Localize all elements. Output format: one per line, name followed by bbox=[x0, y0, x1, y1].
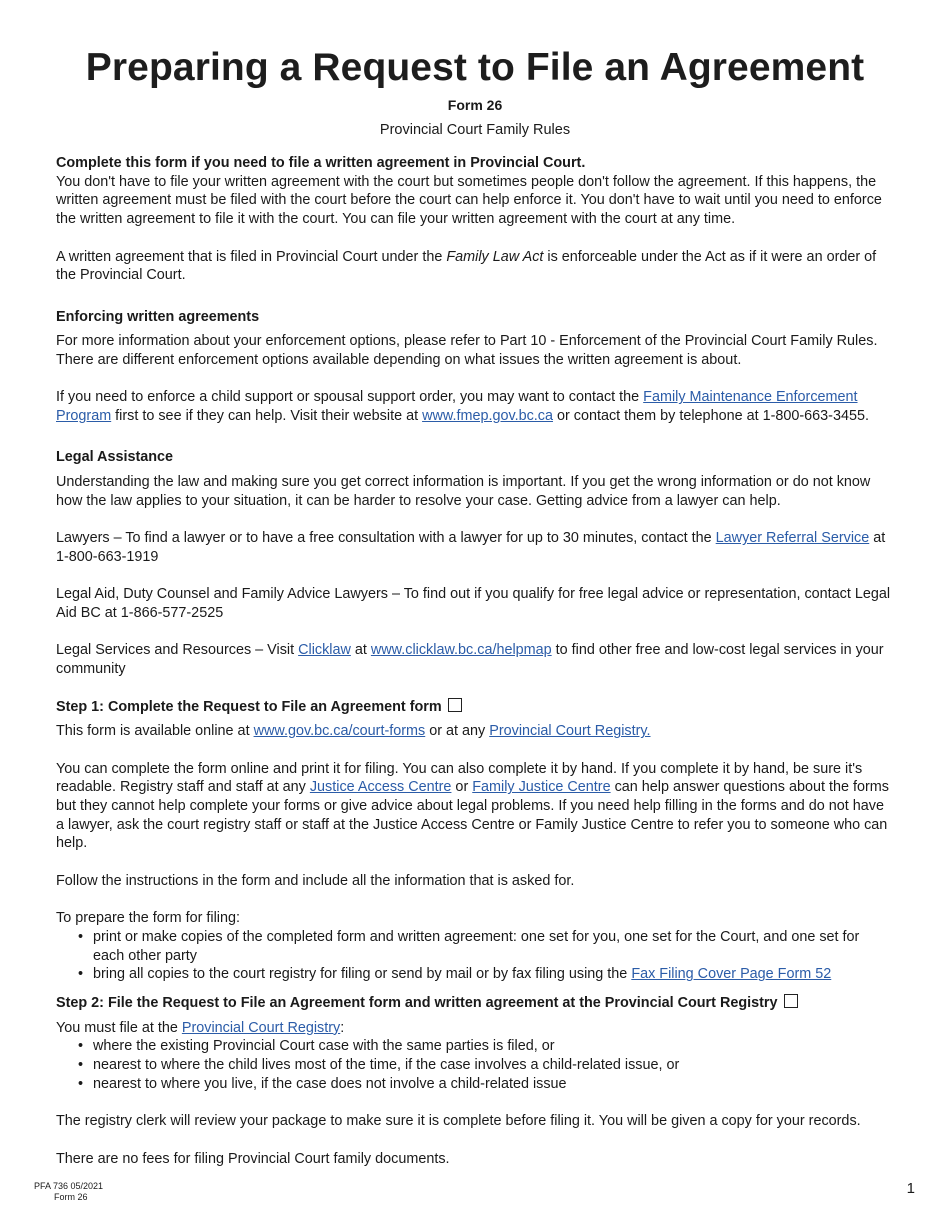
step1-paragraph-1: This form is available online at www.gov.bc.ca/court-forms or at any Provincial Court Registry. bbox=[56, 723, 651, 740]
page-number: 1 bbox=[906, 1180, 915, 1197]
footer-code bbox=[34, 1181, 103, 1203]
intro-paragraph-2: A written agreement that is filed in Provincial Court under the Family Law Act is enforceable under the Act as if it were an order of the Provincial Court. bbox=[56, 248, 877, 284]
intro-paragraph-1: You don't have to file your written agreement with the court but sometimes people don't follow the agreement. If this happens, the written agreement must be filed with the court before the court can help enforce it. You don't have to wait until you need to enforce the written agreement to file it with the court. You can file your written agreement with the court at any time. bbox=[56, 173, 882, 228]
intro-heading: Complete this form if you need to file a written agreement in Provincial Court. bbox=[56, 155, 586, 171]
lawyer-referral-link[interactable]: Lawyer Referral Service bbox=[715, 530, 870, 547]
clicklaw-link[interactable]: Clicklaw bbox=[298, 642, 351, 659]
list-item: • where the existing Provincial Court case with the same parties is filed, or bbox=[78, 1037, 894, 1056]
fmep-website-link[interactable]: www.fmep.gov.bc.ca bbox=[422, 408, 553, 425]
page-title: Preparing a Request to File an Agreement bbox=[85, 46, 865, 89]
step1-paragraph-2: You can complete the form online and print it for filing. You can also complete it by hand. If you complete it by hand, be sure it's readable. Registry staff and staff at any Justice Access Centre or Family Justice Centre can help answer questions about the forms but they cannot help complete your forms or give advice about legal problems. If you need help filling in the forms and do not have a lawyer, ask the court registry staff or staff at the Justice Access Centre or Family Justice Centre to refer you to someone who can help. bbox=[56, 760, 889, 852]
legal-paragraph-1: Understanding the law and making sure you get correct information is important. If you get the wrong information or do not know how the law applies to your situation, it can be harder to resolve your case. Getting advice from a lawyer can help. bbox=[56, 474, 871, 509]
document-body bbox=[56, 154, 894, 1168]
registry-location-list bbox=[56, 1037, 894, 1093]
legal-paragraph-2: Lawyers – To find a lawyer or to have a free consultation with a lawyer for up to 30 minutes, contact the Lawyer Referral Service at 1-800-663-1919 bbox=[56, 530, 886, 565]
fax-filing-cover-link[interactable]: Fax Filing Cover Page Form 52 bbox=[631, 966, 832, 983]
step2-paragraph-1: You must file at the Provincial Court Registry: bbox=[56, 1019, 345, 1036]
enforcing-heading: Enforcing written agreements bbox=[56, 308, 260, 325]
form-code: PFA 736 05/2021 bbox=[34, 1181, 104, 1191]
legal-paragraph-3: Legal Aid, Duty Counsel and Family Advice Lawyers – To find out if you qualify for free legal advice or representation, contact Legal Aid BC at 1-866-577-2525 bbox=[56, 586, 891, 622]
step2-paragraph-2: The registry clerk will review your package to make sure it is complete before filing it. You will be given a copy for your records. bbox=[56, 1113, 861, 1130]
rules-subtitle: Provincial Court Family Rules bbox=[379, 122, 571, 138]
list-item: • print or make copies of the completed form and written agreement: one set for you, one set for the Court, and one set for each other party bbox=[78, 928, 894, 965]
court-forms-link[interactable]: www.gov.bc.ca/court-forms bbox=[253, 723, 426, 740]
step2-checkbox[interactable] bbox=[784, 994, 798, 1008]
family-justice-centre-link[interactable]: Family Justice Centre bbox=[472, 779, 611, 796]
fmep-link[interactable]: Family Maintenance Enforcement Program bbox=[56, 389, 858, 425]
form-number: Form 26 bbox=[447, 97, 503, 113]
legal-paragraph-4: Legal Services and Resources – Visit Clicklaw at www.clicklaw.bc.ca/helpmap to find other free and low-cost legal services in your community bbox=[56, 642, 884, 678]
provincial-court-registry-link[interactable]: Provincial Court Registry. bbox=[489, 723, 651, 740]
justice-access-centre-link[interactable]: Justice Access Centre bbox=[309, 779, 452, 796]
provincial-court-registry-link-2[interactable]: Provincial Court Registry bbox=[181, 1019, 341, 1036]
step2-heading: Step 2: File the Request to File an Agreement form and written agreement at the Provincial Court Registry bbox=[56, 994, 894, 1013]
enforcing-paragraph-1: For more information about your enforcement options, please refer to Part 10 - Enforcement of the Provincial Court Family Rules. There are different enforcement options available depending on what issues the written agreement is about. bbox=[56, 333, 878, 368]
list-item: • nearest to where you live, if the case does not involve a child-related issue bbox=[78, 1075, 894, 1094]
step2-paragraph-3: There are no fees for filing Provincial Court family documents. bbox=[56, 1150, 450, 1167]
act-name: Family Law Act bbox=[446, 248, 544, 265]
step1-paragraph-4: To prepare the form for filing: bbox=[56, 910, 240, 927]
clicklaw-helpmap-link[interactable]: www.clicklaw.bc.ca/helpmap bbox=[370, 642, 552, 659]
step1-paragraph-3: Follow the instructions in the form and include all the information that is asked for. bbox=[56, 872, 575, 889]
footer-form-label: Form 26 bbox=[54, 1192, 88, 1202]
list-item: • bring all copies to the court registry for filing or send by mail or by fax filing using the Fax Filing Cover Page Form 52 bbox=[78, 965, 894, 984]
list-item: • nearest to where the child lives most of the time, if the case involves a child-related issue, or bbox=[78, 1056, 894, 1075]
step1-heading: Step 1: Complete the Request to File an Agreement form bbox=[56, 698, 894, 717]
legal-heading: Legal Assistance bbox=[56, 449, 174, 466]
enforcing-paragraph-2: If you need to enforce a child support or spousal support order, you may want to contact the Family Maintenance Enforcement Program first to see if they can help. Visit their website at www.fmep.gov.bc.ca or contact them by telephone at 1-800-663-3455. bbox=[56, 389, 869, 425]
step1-checkbox[interactable] bbox=[448, 698, 462, 712]
filing-prep-list bbox=[56, 928, 894, 984]
